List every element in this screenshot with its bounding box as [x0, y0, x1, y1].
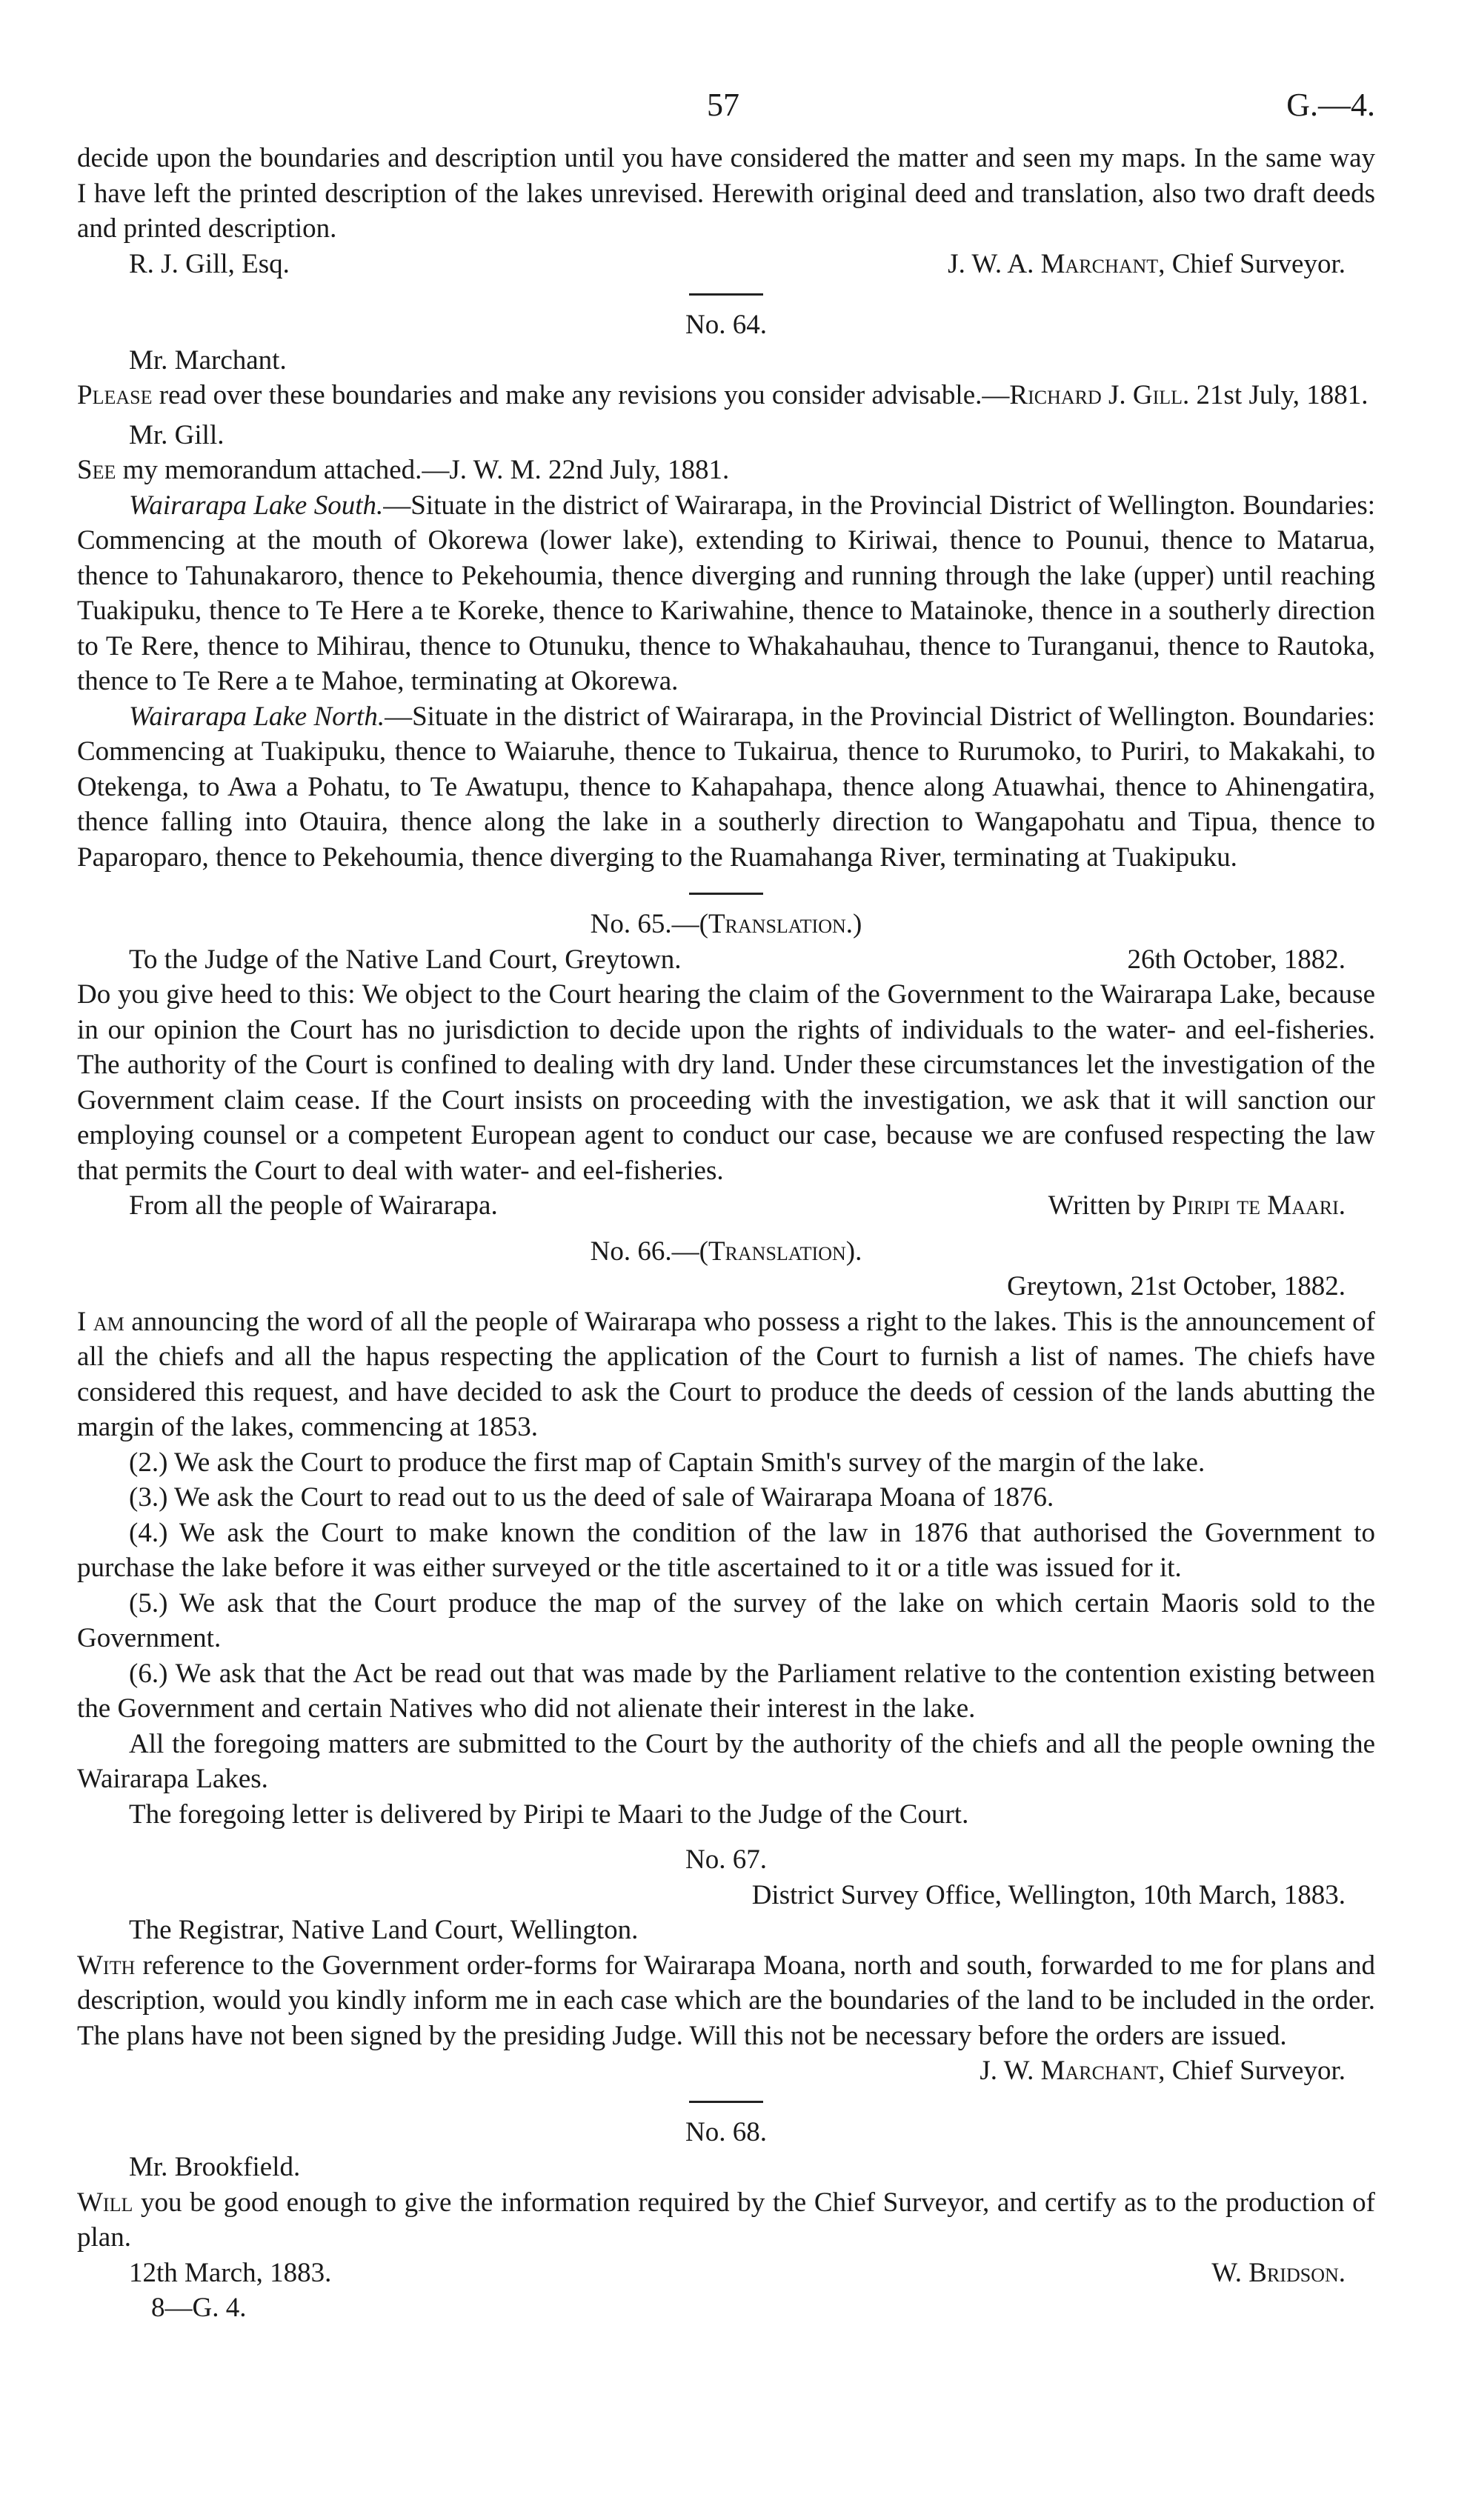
signature-mark: 8—G. 4. [151, 2293, 247, 2323]
sig-title: , Chief Surveyor. [1158, 248, 1346, 279]
divider [689, 2101, 763, 2103]
heading-label: (Translation.) [699, 909, 862, 939]
spacer [77, 1832, 1375, 1842]
lead-word: Please [77, 380, 153, 410]
letter-from: From all the people of Wairarapa. [129, 1190, 498, 1221]
letter-body [77, 1304, 1375, 1445]
letter-date: District Survey Office, Wellington, 10th March, 1883. [751, 1879, 1346, 1910]
spacer [77, 1224, 1375, 1234]
memo-signature: Richard J. Gill. [1009, 380, 1190, 410]
lead-word: Will [77, 2187, 133, 2218]
written-by-label: Written by [1048, 1190, 1172, 1221]
south-lake-text: —Situate in the district of Wairarapa, in the Provincial District of Wellington. Boundaries: Commencing at the mouth of Okorewa (lower lake), extending to Kiriwai, thence to Pounui, thence to Matarua, thence to Tahunakaroro, thence to Pekehoumia, thence diverging and running through the lake (upper) until reaching Tuakipuku, thence to Te Here a te Koreke, thence to Kariwahine, thence to Matainoke, thence in a southerly direction to Te Rere, thence to Mihirau, thence to Otunuku, thence to Whakahauhau, thence to Turanganui, thence to Rautoka, thence to Te Rere a te Mahoe, terminating at Okorewa. [77, 490, 1375, 696]
intro-paragraph: decide upon the boundaries and description until you have considered the matter and seen my maps. In the same way I have left the printed description of the lakes unrevised. Herewith original deed and translation, also two draft deeds and printed description. [77, 143, 1375, 244]
document-code: G.—4. [1286, 87, 1375, 123]
letter-address-line [77, 942, 1375, 978]
addressee: The Registrar, Native Land Court, Wellington. [129, 1915, 639, 1945]
addressee: R. J. Gill, Esq. [129, 248, 290, 279]
heading-label: (Translation). [699, 1236, 862, 1267]
salutation: Mr. Gill. [129, 419, 225, 450]
letter-text: reference to the Government order-forms for Wairarapa Moana, north and south, forwarded to me for plans and description, would you kindly inform me in each case which are the boundaries of the land to be included in the order. The plans have not been signed by the presiding Judge. Will this not be necessary before the orders are issued. [77, 1950, 1375, 2051]
lead-word: I am [77, 1306, 124, 1337]
request-item: (2.) We ask the Court to produce the first map of Captain Smith's survey of the margin of the lake. [129, 1447, 1205, 1478]
signature [1211, 2256, 1375, 2291]
request-item: (5.) We ask that the Court produce the map of the survey of the lake on which certain Maoris sold to the Government. [77, 1587, 1375, 1653]
page-number: 57 [707, 87, 739, 123]
section-heading-67: No. 67. [685, 1844, 767, 1875]
divider [689, 293, 763, 296]
letter-text: announcing the word of all the people of Wairarapa who possess a right to the lakes. This is the announcement of all the chiefs and all the hapus respecting the application of the Court to furnish a list of names. The chiefs have considered this request, and have decided to ask the Court to produce the deeds of cession of the lands abutting the margin of the lakes, commencing at 1853. [77, 1306, 1375, 1442]
memo-date: 21st July, 1881. [1189, 380, 1368, 410]
memo-text: read over these boundaries and make any revisions you consider advisable.— [152, 380, 1010, 410]
memo-date: 12th March, 1883. [129, 2257, 332, 2288]
south-lake-paragraph [77, 488, 1375, 699]
letter-date: Greytown, 21st October, 1882. [1007, 1271, 1346, 1301]
sig-initials: W. [1211, 2257, 1243, 2288]
signature [77, 2053, 1375, 2089]
memo-signature-line [77, 2256, 1375, 2291]
lead-word: With [77, 1950, 136, 1981]
document-page [77, 87, 1375, 2326]
request-item: (3.) We ask the Court to read out to us the deed of sale of Wairarapa Moana of 1876. [129, 1482, 1054, 1513]
written-by [1048, 1188, 1375, 1224]
sig-name: Bridson. [1248, 2257, 1346, 2288]
section-heading-68: No. 68. [685, 2116, 767, 2147]
north-lake-title: Wairarapa Lake North. [129, 701, 385, 732]
addressee: To the Judge of the Native Land Court, Greytown. [129, 944, 682, 975]
salutation: Mr. Brookfield. [129, 2152, 301, 2182]
page-header [77, 87, 1375, 141]
closing-paragraph: The foregoing letter is delivered by Piripi te Maari to the Judge of the Court. [129, 1799, 969, 1830]
letter-date: 26th October, 1882. [1127, 944, 1346, 975]
sig-name: Marchant [1040, 248, 1159, 279]
heading-number: No. 66.— [590, 1236, 699, 1267]
signature [948, 247, 1375, 282]
north-lake-text: —Situate in the district of Wairarapa, in the Provincial District of Wellington. Boundaries: Commencing at Tuakipuku, thence to Waiaruhe, thence to Tukairua, thence to Rurumoko, to Puriri, to Makakahi, to Otekenga, to Awa a Pohatu, to Te Awatupu, thence to Kahapahapa, thence along Atuawhai, thence to Ahinengatira, thence falling into Otauira, thence along the lake in a southerly direction to Wangapohatu and Tipua, thence to Paparoparo, thence to Pekehoumia, thence diverging to the Ruamahanga River, terminating at Tuakipuku. [77, 701, 1375, 873]
memo-paragraph [77, 453, 1375, 488]
sig-title: , Chief Surveyor. [1158, 2056, 1346, 2086]
sig-name: Marchant [1040, 2056, 1159, 2086]
section-heading-64: No. 64. [685, 310, 767, 340]
memo-paragraph [77, 378, 1375, 413]
sig-initials: J. W. A. [948, 248, 1034, 279]
section-heading-65 [77, 907, 1375, 942]
intro-signature-line [77, 247, 1375, 282]
heading-number: No. 65.— [590, 909, 699, 939]
sig-initials: J. W. [980, 2056, 1034, 2086]
letter-body: Do you give heed to this: We object to the Court hearing the claim of the Government to the Wairarapa Lake, because in our opinion the Court has no jurisdiction to decide upon the rights of individuals to the water- and eel-fisheries. The authority of the Court is confined to dealing with dry land. Under these circumstances let the investigation of the Government claim cease. If the Court insists on proceeding with the investigation, we ask that it will sanction our employing counsel or a competent European agent to conduct our case, because we are confused respecting the law that permits the Court to deal with water- and eel-fisheries. [77, 979, 1375, 1186]
letter-body [77, 1948, 1375, 2054]
memo-text: you be good enough to give the information required by the Chief Surveyor, and certify as to the production of plan. [77, 2187, 1375, 2253]
writer-name: Piripi te Maari. [1171, 1190, 1346, 1221]
section-heading-66 [77, 1234, 1375, 1270]
salutation: Mr. Marchant. [129, 344, 287, 376]
south-lake-title: Wairarapa Lake South. [129, 490, 384, 521]
divider [689, 893, 763, 895]
closing-paragraph: All the foregoing matters are submitted to the Court by the authority of the chiefs and all the people owning the Wairarapa Lakes. [77, 1728, 1375, 1794]
north-lake-paragraph [77, 699, 1375, 876]
letter-signature-line [77, 1188, 1375, 1224]
lead-word: See [77, 455, 116, 485]
memo-paragraph [77, 2185, 1375, 2256]
memo-text: my memorandum attached.—J. W. M. 22nd July, 1881. [116, 455, 730, 485]
request-item: (6.) We ask that the Act be read out that was made by the Parliament relative to the contention existing between the Government and certain Natives who did not alienate their interest in the lake. [77, 1658, 1375, 1724]
request-item: (4.) We ask the Court to make known the condition of the law in 1876 that authorised the Government to purchase the lake before it was either surveyed or the title ascertained to it or a title was issued for it. [77, 1517, 1375, 1583]
